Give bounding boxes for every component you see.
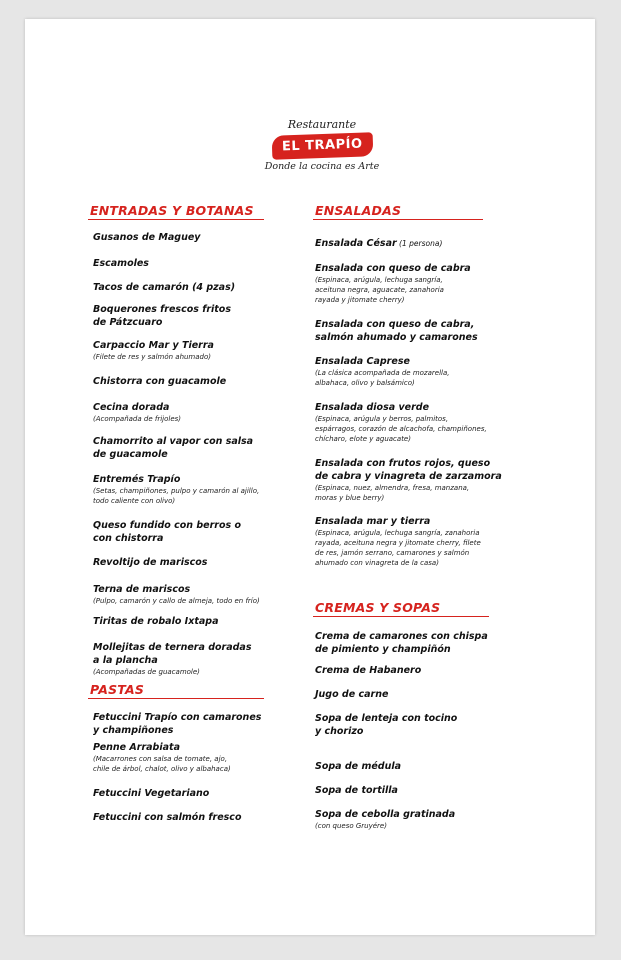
menu-item-description: (Espinaca, arúgula, lechuga sangría, zanahoria (315, 529, 480, 537)
menu-item-description: (Setas, champiñones, pulpo y camarón al ajillo, (93, 487, 260, 495)
menu-item-name: Fetuccini Trapío con camarones (93, 712, 262, 723)
menu-item-name: Ensalada con queso de cabra, (315, 319, 475, 330)
menu-item-name: Fetuccini con salmón fresco (93, 812, 242, 823)
menu-item (93, 583, 260, 606)
menu-item-name: Sopa de cebolla gratinada (315, 809, 456, 820)
section-rule-entradas (88, 219, 264, 220)
menu-item (315, 688, 388, 701)
menu-item-name: Crema de camarones con chispa (315, 631, 488, 642)
menu-item-name: Ensalada con queso de cabra (315, 263, 471, 274)
section-title-ensaladas: ENSALADAS (315, 203, 402, 218)
menu-item-name: Sopa de tortilla (315, 785, 398, 796)
menu-item (315, 664, 421, 677)
menu-item (93, 257, 149, 270)
menu-item (93, 473, 259, 506)
menu-item-name: y chorizo (315, 726, 364, 737)
menu-item-description: (Pulpo, camarón y callo de almeja, todo en frío) (93, 597, 260, 605)
menu-item-name: Chamorrito al vapor con salsa (93, 436, 254, 447)
menu-item (93, 375, 226, 388)
menu-item-name: Ensalada con frutos rojos, queso (315, 458, 491, 469)
section-rule-ensaladas (313, 219, 483, 220)
menu-item (93, 303, 231, 329)
menu-item-description: ahumado con vinagreta de la casa) (315, 559, 439, 567)
menu-item (93, 519, 241, 545)
menu-item-description: aceituna negra, aguacate, zanahoria (315, 286, 444, 294)
menu-item (93, 401, 181, 424)
menu-item-description: rayada y jitomate cherry) (315, 296, 405, 304)
menu-item (93, 741, 231, 774)
menu-item-name: Fetuccini Vegetariano (93, 788, 210, 799)
menu-item-name: y champiñones (93, 725, 174, 736)
menu-item-name: Gusanos de Maguey (93, 232, 201, 243)
menu-item-name: Ensalada mar y tierra (315, 516, 431, 527)
menu-item-name: Ensalada César (1 persona) (315, 238, 443, 249)
menu-item-description: de res, jamón serrano, camarones y salmón (315, 549, 470, 557)
menu-item-qualifier: (1 persona) (396, 239, 443, 248)
menu-item (93, 811, 241, 824)
section-title-pastas: PASTAS (90, 682, 145, 697)
menu-item-name: Jugo de carne (315, 689, 389, 700)
menu-item-description: chile de árbol, chalot, olivo y albahaca) (93, 765, 231, 773)
logo-name-badge: EL TRAPÍO (271, 132, 372, 159)
menu-item (315, 457, 502, 503)
menu-item-description: (Acompañadas de guacamole) (93, 668, 200, 676)
menu-item-name: salmón ahumado y camarones (315, 332, 478, 343)
menu-item (315, 237, 442, 250)
menu-item (315, 760, 401, 773)
menu-item (93, 641, 251, 677)
menu-item-description: (Acompañada de frijoles) (93, 415, 182, 423)
menu-item-name: Carpaccio Mar y Tierra (93, 340, 214, 351)
menu-item-description: albahaca, olivo y balsámico) (315, 379, 415, 387)
menu-item-name: Cecina dorada (93, 402, 170, 413)
menu-item-name: Ensalada Caprese (315, 356, 410, 367)
menu-item-name: Tiritas de robalo Ixtapa (93, 616, 219, 627)
menu-item-description: rayada, aceituna negra y jitomate cherry, filete (315, 539, 481, 547)
menu-item-description: (Macarrones con salsa de tomate, ajo, (93, 755, 228, 763)
menu-item-description: espárragos, corazón de alcachofa, champiñones, (315, 425, 487, 433)
menu-item (93, 787, 209, 800)
menu-item-name: Ensalada diosa verde (315, 402, 430, 413)
menu-item-description: (Espinaca, nuez, almendra, fresa, manzana, (315, 484, 470, 492)
menu-item-name: Boquerones frescos fritos (93, 304, 231, 315)
menu-item-name: Mollejitas de ternera doradas (93, 642, 252, 653)
menu-item (93, 615, 218, 628)
menu-item-name: con chistorra (93, 533, 164, 544)
menu-item-name: Sopa de lenteja con tocino (315, 713, 458, 724)
menu-item-name: Entremés Trapío (93, 474, 181, 485)
menu-item-name: de Pátzcuaro (93, 317, 163, 328)
menu-page (25, 19, 595, 935)
menu-item (93, 711, 261, 737)
menu-item-name: Penne Arrabiata (93, 742, 180, 753)
menu-item (315, 515, 481, 568)
menu-item (315, 318, 478, 344)
menu-item-description: (con queso Gruyére) (315, 822, 387, 830)
menu-item (93, 339, 214, 362)
menu-item-name: de pimiento y champiñón (315, 644, 451, 655)
menu-item-name: de cabra y vinagreta de zarzamora (315, 471, 502, 482)
menu-item-description: (Filete de res y salmón ahumado) (93, 353, 212, 361)
menu-item (315, 808, 455, 831)
restaurant-logo (262, 119, 382, 172)
menu-item (93, 556, 207, 569)
menu-item-name: Escamoles (93, 258, 149, 269)
menu-item-name: Terna de mariscos (93, 584, 191, 595)
menu-item-description: (Espinaca, arúgula y berros, palmitos, (315, 415, 449, 423)
menu-item (315, 784, 398, 797)
logo-tagline: Donde la cocina es Arte (264, 161, 380, 172)
menu-item-name: Revoltijo de mariscos (93, 557, 208, 568)
menu-item (315, 355, 449, 388)
menu-item-description: (Espinaca, arúgula, lechuga sangría, (315, 276, 443, 284)
menu-item (315, 401, 487, 444)
menu-item-description: moras y blue berry) (315, 494, 385, 502)
section-rule-pastas (88, 698, 264, 699)
menu-item-description: chícharo, elote y aguacate) (315, 435, 411, 443)
menu-item-name: Chistorra con guacamole (93, 376, 227, 387)
section-title-cremas: CREMAS Y SOPAS (315, 600, 441, 615)
menu-item-name: Crema de Habanero (315, 665, 422, 676)
menu-item-name: Tacos de camarón (4 pzas) (93, 282, 236, 293)
menu-item-name: Sopa de médula (315, 761, 402, 772)
section-rule-cremas (313, 616, 489, 617)
menu-item-description: (La clásica acompañada de mozarella, (315, 369, 450, 377)
menu-item (93, 435, 253, 461)
menu-item (315, 630, 488, 656)
menu-item-description: todo caliente con olivo) (93, 497, 176, 505)
menu-item-name: a la plancha (93, 655, 158, 666)
section-title-entradas: ENTRADAS Y BOTANAS (90, 203, 254, 218)
logo-top-text: Restaurante (287, 118, 357, 131)
menu-item-name: de guacamole (93, 449, 168, 460)
menu-item-name: Queso fundido con berros o (93, 520, 241, 531)
menu-item (93, 281, 235, 294)
menu-item (315, 262, 471, 305)
menu-item (93, 231, 201, 244)
menu-item (315, 712, 457, 738)
